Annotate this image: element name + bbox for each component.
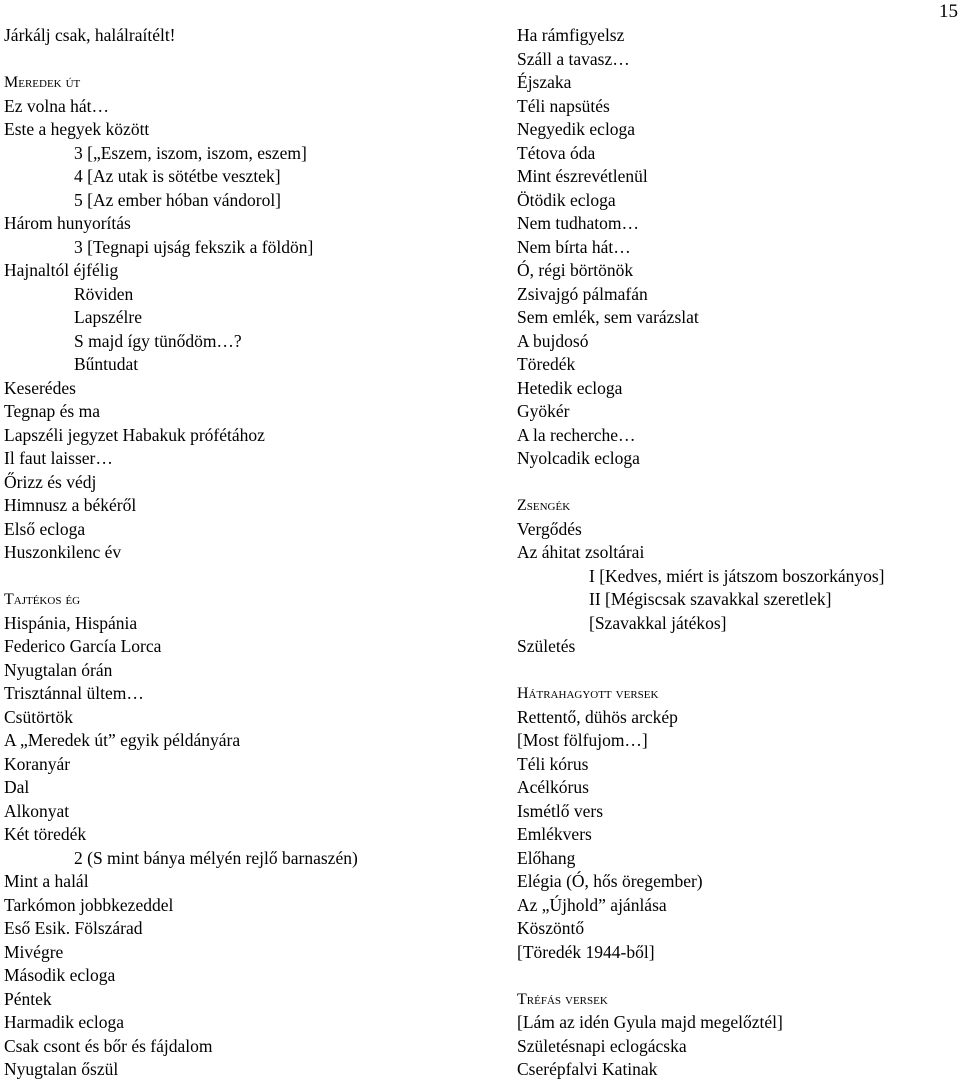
toc-entry: Téli napsütés bbox=[517, 95, 610, 116]
toc-left-column bbox=[4, 24, 504, 1082]
toc-entry: Előhang bbox=[517, 847, 576, 868]
toc-entry: Himnusz a békéről bbox=[4, 495, 137, 515]
spacer bbox=[517, 964, 957, 988]
toc-entry: Hajnaltól éjfélig bbox=[4, 260, 119, 280]
toc-entry: Ha rámfigyelsz bbox=[517, 25, 625, 45]
toc-entry: Csütörtök bbox=[4, 706, 74, 727]
section-heading: Meredek út bbox=[4, 74, 81, 91]
toc-entry: Születés bbox=[517, 636, 576, 656]
toc-entry: II [Mégiscsak szavakkal szeretlek] bbox=[589, 589, 832, 609]
spacer bbox=[4, 565, 504, 589]
toc-entry: [Szavakkal játékos] bbox=[589, 612, 727, 633]
toc-entry: Téli kórus bbox=[517, 753, 589, 774]
toc-entry: Cserépfalvi Katinak bbox=[517, 1059, 658, 1079]
toc-entry: Az „Újhold” ajánlása bbox=[517, 894, 667, 915]
toc-entry: 3 [„Eszem, iszom, iszom, eszem] bbox=[74, 142, 307, 163]
spacer bbox=[517, 471, 957, 495]
toc-entry: Gyökér bbox=[517, 401, 570, 421]
toc-entry: Ötödik ecloga bbox=[517, 189, 616, 210]
toc-entry: Születésnapi eclogácska bbox=[517, 1035, 687, 1056]
toc-entry: A „Meredek út” egyik példányára bbox=[4, 730, 241, 750]
toc-entry: Röviden bbox=[74, 283, 134, 304]
toc-entry: Ó, régi börtönök bbox=[517, 260, 634, 280]
section-heading: Tajtékos ég bbox=[4, 591, 81, 608]
page-number: 15 bbox=[939, 1, 958, 22]
toc-entry: Elégia (Ó, hős öregember) bbox=[517, 871, 703, 891]
toc-entry: 4 [Az utak is sötétbe vesztek] bbox=[74, 166, 281, 186]
toc-entry: Tarkómon jobbkezeddel bbox=[4, 894, 174, 915]
toc-entry: Lapszélre bbox=[74, 307, 143, 327]
toc-entry: [Most fölfujom…] bbox=[517, 730, 648, 750]
section-heading: Zsengék bbox=[517, 497, 571, 514]
toc-entry: Koranyár bbox=[4, 753, 71, 774]
toc-entry: Három hunyorítás bbox=[4, 213, 131, 233]
spacer bbox=[4, 48, 504, 72]
toc-entry: [Lám az idén Gyula majd megelőztél] bbox=[517, 1012, 783, 1032]
toc-entry: Dal bbox=[4, 777, 30, 797]
toc-entry: Lapszéli jegyzet Habakuk prófétához bbox=[4, 424, 265, 445]
toc-entry: Járkálj csak, halálraítélt! bbox=[4, 25, 176, 45]
toc-entry: Trisztánnal ültem… bbox=[4, 683, 144, 703]
toc-entry: Nem bírta hát… bbox=[517, 236, 631, 257]
toc-entry: Száll a tavasz… bbox=[517, 48, 630, 69]
toc-entry: Köszöntő bbox=[517, 918, 585, 938]
toc-entry: Őrizz és védj bbox=[4, 471, 97, 492]
toc-entry: Emlékvers bbox=[517, 824, 592, 844]
toc-entry: Hetedik ecloga bbox=[517, 377, 623, 398]
toc-entry: Huszonkilenc év bbox=[4, 542, 122, 562]
toc-entry: Federico García Lorca bbox=[4, 636, 162, 656]
toc-entry: Mivégre bbox=[4, 941, 64, 962]
toc-entry: Il faut laisser… bbox=[4, 448, 113, 468]
toc-entry: A la recherche… bbox=[517, 424, 636, 445]
toc-entry: 5 [Az ember hóban vándorol] bbox=[74, 189, 282, 210]
toc-entry: Ismétlő vers bbox=[517, 800, 604, 821]
toc-entry: Két töredék bbox=[4, 824, 87, 844]
toc-entry: Alkonyat bbox=[4, 800, 70, 821]
toc-entry: Sem emlék, sem varázslat bbox=[517, 307, 699, 327]
toc-entry: Zsivajgó pálmafán bbox=[517, 283, 648, 304]
toc-entry: Péntek bbox=[4, 988, 52, 1009]
section-heading: Hátrahagyott versek bbox=[517, 685, 659, 702]
toc-entry: Harmadik ecloga bbox=[4, 1012, 125, 1032]
toc-right-column bbox=[517, 24, 957, 1082]
toc-entry: S majd így tünődöm…? bbox=[74, 330, 242, 351]
toc-entry: Este a hegyek között bbox=[4, 119, 150, 139]
toc-entry: Nyugtalan őszül bbox=[4, 1059, 119, 1079]
toc-entry: Tétova óda bbox=[517, 142, 596, 163]
toc-entry: Nyolcadik ecloga bbox=[517, 448, 640, 468]
toc-entry: Nyugtalan órán bbox=[4, 659, 113, 680]
toc-entry: Első ecloga bbox=[4, 518, 86, 539]
toc-entry: Mint észrevétlenül bbox=[517, 166, 648, 186]
toc-entry: I [Kedves, miért is játszom boszorkányos] bbox=[589, 565, 885, 586]
toc-entry: Hispánia, Hispánia bbox=[4, 612, 138, 633]
toc-entry: Keserédes bbox=[4, 377, 76, 398]
toc-entry: 3 [Tegnapi ujság fekszik a földön] bbox=[74, 236, 314, 257]
toc-entry: 2 (S mint bánya mélyén rejlő barnaszén) bbox=[74, 847, 358, 868]
toc-entry: Csak csont és bőr és fájdalom bbox=[4, 1035, 213, 1056]
toc-entry: A bujdosó bbox=[517, 330, 589, 351]
toc-entry: Acélkórus bbox=[517, 777, 589, 797]
toc-entry: Éjszaka bbox=[517, 72, 572, 92]
toc-entry: Rettentő, dühös arckép bbox=[517, 706, 678, 727]
section-heading: Tréfás versek bbox=[517, 990, 608, 1008]
toc-entry: Az áhitat zsoltárai bbox=[517, 542, 645, 562]
toc-entry: Töredék bbox=[517, 354, 576, 374]
toc-entry: Mint a halál bbox=[4, 871, 89, 891]
spacer bbox=[517, 659, 957, 683]
toc-entry: Nem tudhatom… bbox=[517, 213, 639, 233]
toc-entry: Bűntudat bbox=[74, 354, 139, 374]
toc-entry: Ez volna hát… bbox=[4, 95, 109, 116]
toc-entry: Vergődés bbox=[517, 518, 582, 539]
toc-entry: Eső Esik. Fölszárad bbox=[4, 918, 143, 938]
toc-entry: Második ecloga bbox=[4, 965, 116, 985]
toc-entry: Tegnap és ma bbox=[4, 401, 100, 421]
toc-entry: Negyedik ecloga bbox=[517, 119, 636, 139]
toc-entry: [Töredék 1944-ből] bbox=[517, 941, 655, 962]
